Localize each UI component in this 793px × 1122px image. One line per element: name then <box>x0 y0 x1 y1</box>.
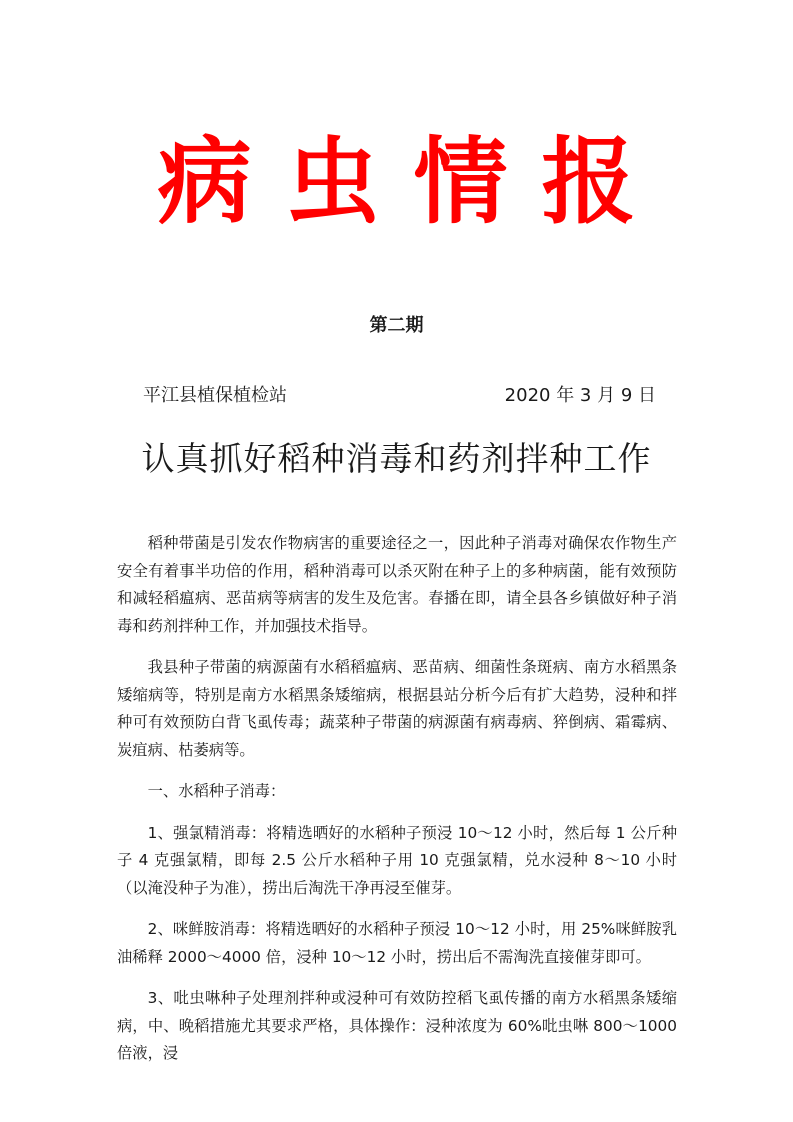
issue-date: 2020 年 3 月 9 日 <box>504 385 656 406</box>
paragraph-pathogens: 我县种子带菌的病源菌有水稻稻瘟病、恶苗病、细菌性条斑病、南方水稻黑条矮缩病等，特别是南方水稻黑条矮缩病，根据县站分析今后有扩大趋势，浸种和拌种可有效预防白背飞虱传毒；蔬菜种子带菌的病源菌有病毒病、猝倒病、霜霉病、炭疽病、枯萎病等。 <box>117 658 677 759</box>
paragraph-method-3: 3、吡虫啉种子处理剂拌种或浸种可有效防控稻飞虱传播的南方水稻黑条矮缩病，中、晚稻措施尤其要求严格，具体操作：浸种浓度为 60%吡虫啉 800～1000 倍液，浸 <box>117 989 677 1062</box>
article-body <box>117 530 677 1082</box>
article-headline: 认真抓好稻种消毒和药剂拌种工作 <box>141 439 652 478</box>
masthead-title: 病虫情报 <box>157 128 670 237</box>
paragraph-intro: 稻种带菌是引发农作物病害的重要途径之一，因此种子消毒对确保农作物生产安全有着事半功倍的作用，稻种消毒可以杀灭附在种子上的多种病菌，能有效预防和减轻稻瘟病、恶苗病等病害的发生及危害。春播在即，请全县各乡镇做好种子消毒和药剂拌种工作，并加强技术指导。 <box>117 534 677 635</box>
paragraph-method-1: 1、强氯精消毒：将精选晒好的水稻种子预浸 10～12 小时，然后每 1 公斤种子 4 克强氯精，即每 2.5 公斤水稻种子用 10 克强氯精，兑水浸种 8～10 小时（以淹没种子为准），捞出后淘洗干净再浸至催芽。 <box>117 823 677 897</box>
issuing-organization: 平江县植保植检站 <box>143 385 287 406</box>
paragraph-method-2: 2、咪鲜胺消毒：将精选晒好的水稻种子预浸 10～12 小时，用 25%咪鲜胺乳油稀释 2000～4000 倍，浸种 10～12 小时，捞出后不需淘洗直接催芽即可。 <box>117 920 677 966</box>
meta-row <box>143 383 656 409</box>
section-heading-rice-seed-disinfection: 一、水稻种子消毒： <box>147 782 286 800</box>
issue-number: 第二期 <box>369 315 424 336</box>
